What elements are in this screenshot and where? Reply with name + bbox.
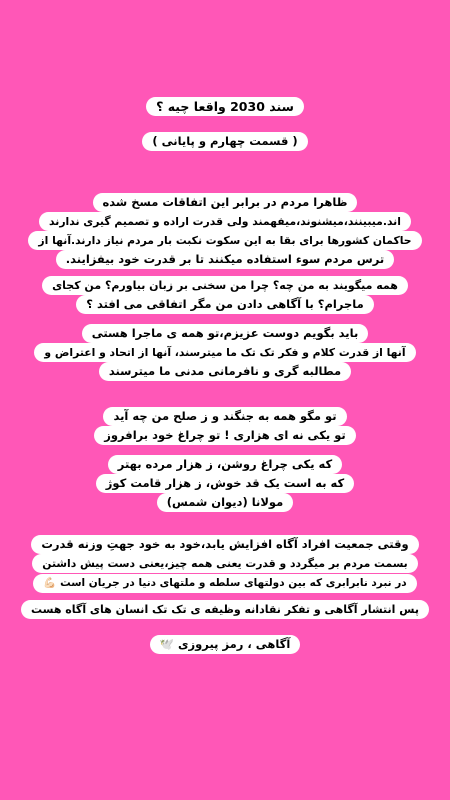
text-line: آنها از قدرت کلام و فکر تک تک ما میترسند، آنها از اتحاد و اعتراض و xyxy=(34,343,415,362)
text-line: وقتی جمعیت افراد آگاه افزایش یابد،خود به خود جهتِ وزنه قدرت xyxy=(31,535,418,554)
text-line: مطالبه گری و نافرمانی مدنی ما میترسند xyxy=(99,362,351,381)
closing-line xyxy=(0,635,450,654)
text-line: تو یکی نه ای هزاری ! تو چراغ خود برافروز xyxy=(94,426,355,445)
text-line: آگاهی ، رمز پیروزی 🕊️ xyxy=(150,635,301,654)
poem-1 xyxy=(0,407,450,445)
text-line: حاکمان کشورها برای بقا به این سکوت نکبت بار مردم نیاز دارند.آنها از xyxy=(28,231,421,250)
poem-2 xyxy=(0,455,450,512)
text-line: که یکی چراغ روشن، ز هزار مرده بهتر xyxy=(108,455,342,474)
text-line: همه میگویند به من چه؟ چرا من سخنی بر زبان بیاورم؟ من کجای xyxy=(42,276,408,295)
text-line: بسمت مردم بر میگردد و قدرت یعنی همه چیز،یعنی دست پیش داشتن xyxy=(32,554,417,573)
story-subtitle-text: ( قسمت چهارم و پایانی ) xyxy=(142,132,307,151)
paragraph-4 xyxy=(0,535,450,593)
paragraph-5 xyxy=(0,600,450,619)
text-line: تو مگو همه به جنگند و ز صلح من چه آید xyxy=(103,407,346,426)
text-line: ماجرام؟ با آگاهی دادن من مگر اتفاقی می افتد ؟ xyxy=(76,295,373,314)
text-line: ترس مردم سوء استفاده میکنند تا بر قدرت خود بیفزایند. xyxy=(56,250,394,269)
story-title-text: سند 2030 واقعا چیه ؟ xyxy=(146,97,304,116)
text-line: اند.میبینند،میشنوند،میفهمند ولی قدرت اراده و تصمیم گیری ندارند xyxy=(39,212,411,231)
text-line: ظاهرا مردم در برابر این اتفاقات مسخ شده xyxy=(93,193,358,212)
paragraph-1 xyxy=(0,193,450,269)
text-line: در نبرد نابرابری که بین دولتهای سلطه و ملتهای دنیا در جریان است 💪🏻 xyxy=(33,574,416,593)
story-title xyxy=(0,97,450,117)
text-line: باید بگویم دوست عزیزم،تو همه ی ماجرا هستی xyxy=(82,324,369,343)
story-subtitle xyxy=(0,132,450,151)
paragraph-3 xyxy=(0,324,450,381)
text-line: که به است یک قد خوش، ز هزار قامت کوژ xyxy=(96,474,354,493)
poem-attribution: مولانا (دیوان شمس) xyxy=(157,493,294,512)
text-line: پس انتشار آگاهی و تفکر نقادانه وظیفه ی تک تک انسان های آگاه هست xyxy=(21,600,429,619)
paragraph-2 xyxy=(0,276,450,314)
